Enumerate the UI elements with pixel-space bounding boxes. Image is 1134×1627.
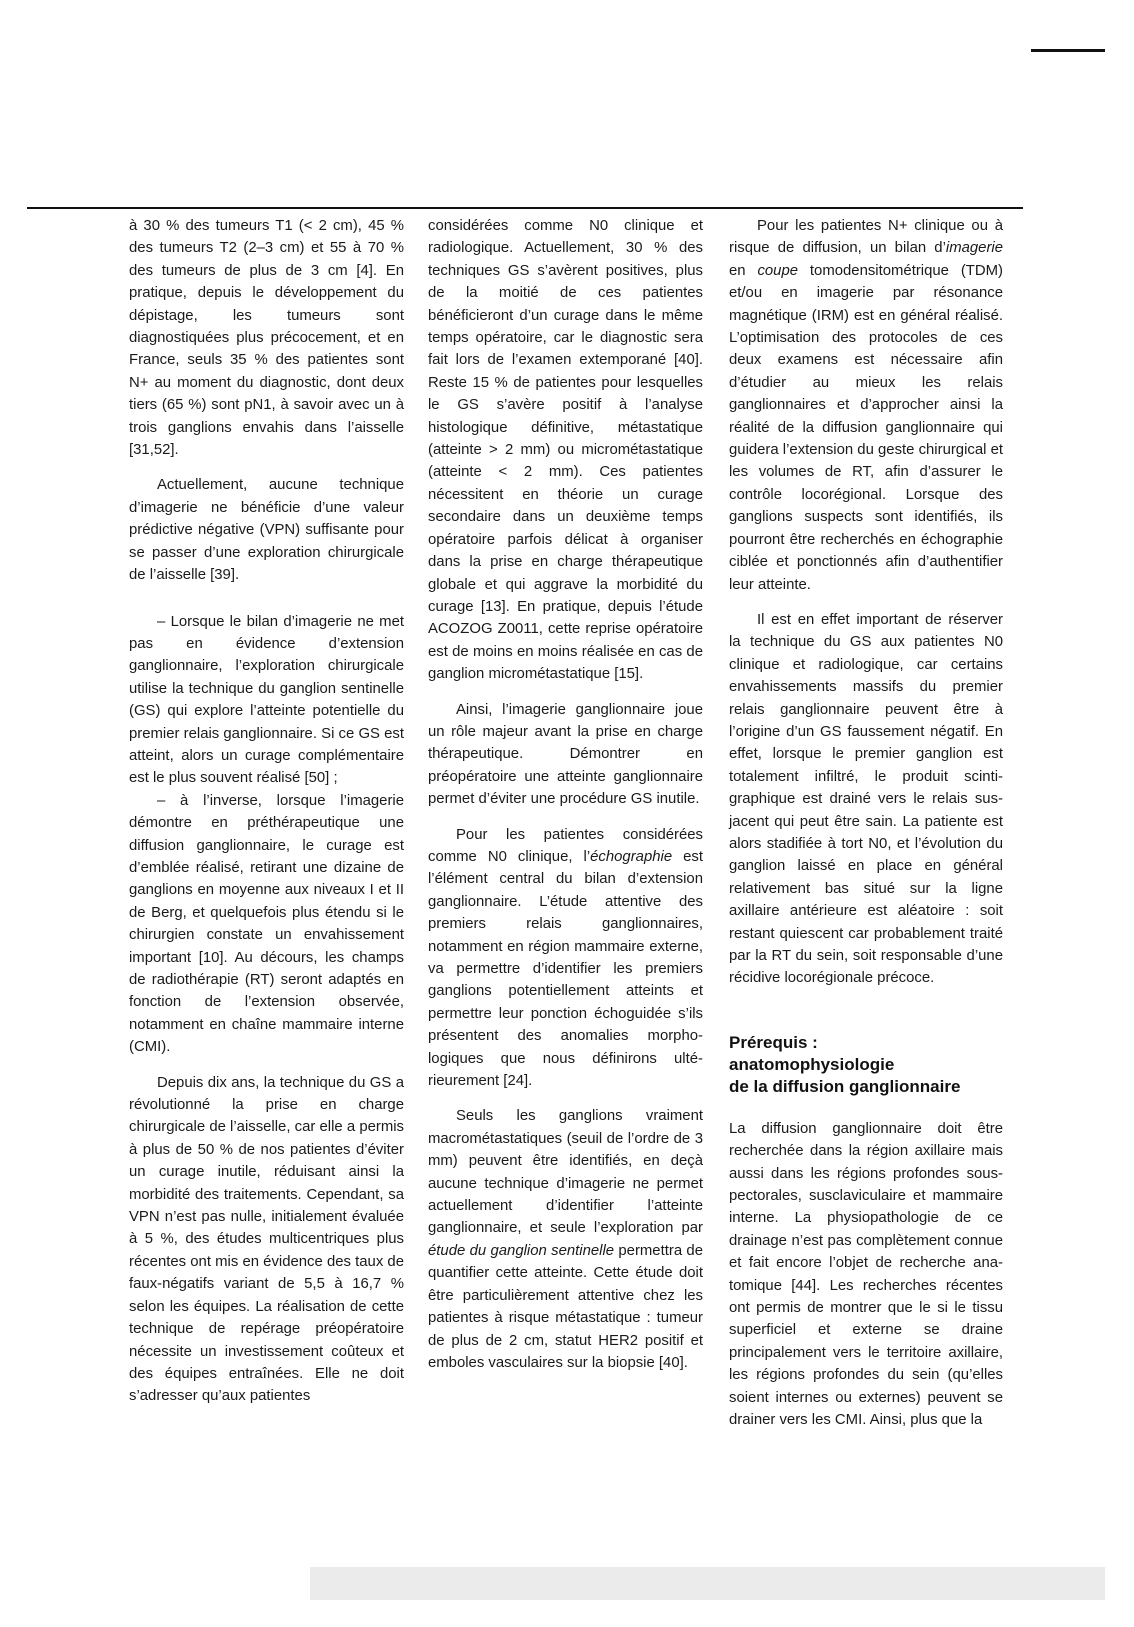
paragraph: Ainsi, l’imagerie ganglionnaire joue un rôle majeur avant la prise en charge thérapeutique. Démontrer en préopératoire une atteinte ganglionnaire permet d’éviter une procédure GS inutile. xyxy=(428,701,703,808)
text-column-2 xyxy=(428,215,703,1374)
text-run: Pour les patientes considérées comme N0 clinique, l’ xyxy=(428,826,703,865)
paragraph xyxy=(428,824,703,1093)
section-heading xyxy=(729,1032,1003,1098)
heading-line: Prérequis : xyxy=(729,1032,818,1052)
text-run: Seuls les ganglions vraiment macrométastatiques (seuil de l’ordre de 3 mm) peuvent être identifiés, en deçà aucune technique d’imagerie ne permet actuellement d’identifier l’atteinte ganglionnaire, et seule l’exploration par xyxy=(428,1108,703,1237)
text-run: permettra de quantifier cette atteinte. Cette étude doit être particulièrement attentive chez les patientes à risque métastatique : tumeur de plus de 2 cm, statut HER2 positif et emboles vasculaires sur la biopsie [40]. xyxy=(428,1242,703,1371)
heading-line: anatomophysiologie xyxy=(729,1054,895,1074)
text-column-3 xyxy=(729,215,1003,1432)
paragraph: La diffusion ganglionnaire doit être recherchée dans la région axillaire mais aussi dans les régions profondes sous-pectorales, susclaviculaire et mammaire interne. La physiopathologie de ce drainage n’est pas complètement connue et fait encore l’objet de recherche anatomique [44]. Les recherches récentes ont permis de montrer que le si le tissu superficiel et externe se draine principalement vers le territoire axillaire, les régions profondes du sein (qu’elles soient internes ou externes) peuvent se drainer vers les CMI. Ainsi, plus que la xyxy=(729,1120,1003,1429)
paragraph: à 30 % des tumeurs T1 (< 2 cm), 45 % des tumeurs T2 (2–3 cm) et 55 à 70 % des tumeurs de plus de 3 cm [4]. En pratique, depuis le développement du dépistage, les tumeurs sont diagnostiquées plus précocement, et en France, seuls 35 % des patientes sont N+ au moment du diagnostic, dont deux tiers (65 %) sont pN1, à savoir avec un à trois ganglions envahis dans l’aisselle [31,52]. xyxy=(129,218,404,459)
text-run: Pour les patientes N+ clinique ou à risque de diffusion, un bilan d’ xyxy=(729,218,1003,257)
emphasis-text: échographie xyxy=(590,848,673,865)
footer-bar xyxy=(310,1567,1105,1600)
text-run: en xyxy=(729,262,758,279)
paragraph: Actuellement, aucune technique d’imagerie ne bénéficie d’une valeur prédictive négative (VPN) suffisante pour se passer d’une exploration chirurgicale de l’aisselle [39]. xyxy=(129,477,404,584)
header-rule xyxy=(27,207,1023,209)
text-run: tomodensitométrique (TDM) et/ou en imagerie par résonance magnétique (IRM) est en général réalisé. L’optimisation des protocoles de ces deux examens est nécessaire afin d’étudier au mieux les relais ganglionnaires et d’approcher ainsi la réalité de la diffusion ganglionnaire qui guidera l’extension du geste chirurgical et les volumes de RT, afin d’assurer le contrôle locorégional. Lorsque des ganglions suspects sont identifiés, ils pourront être recherchés en échographie ciblée et ponctionnés afin d’authentifier leur atteinte. xyxy=(729,262,1004,593)
header-rule-short xyxy=(1031,49,1105,52)
paragraph: Depuis dix ans, la technique du GS a révolutionné la prise en charge chirurgicale de l’aisselle, car elle a permis à plus de 50 % de nos patientes d’éviter un curage inutile, réduisant ainsi la morbidité des traitements. Cependant, sa VPN n’est pas nulle, initialement évaluée à 5 %, des études multicentriques plus récentes ont mis en évidence des taux de faux-négatifs variant de 5,5 à 16,7 % selon les équipes. La réalisation de cette technique de repérage préopératoire nécessite un investissement coûteux et des équipes entraînées. Elle ne doit s’adresser qu’aux patientes xyxy=(129,1074,404,1405)
paragraph xyxy=(729,215,1003,596)
list-item: – Lorsque le bilan d’imagerie ne met pas en évidence d’extension ganglionnaire, l’exploration chirurgicale utilise la technique du ganglion sentinelle (GS) qui explore l’atteinte potentielle du premier relais ganglionnaire. Si ce GS est atteint, alors un curage complémentaire est le plus souvent réalisé [50] ; xyxy=(129,613,404,787)
emphasis-text: étude du ganglion sentinelle xyxy=(428,1242,615,1259)
paragraph: Il est en effet important de réserver la technique du GS aux patientes N0 clinique et radiologique, car certains envahissements massifs du premier relais ganglionnaire peuvent être à l’origine d’un GS faussement négatif. En effet, lorsque le premier ganglion est totalement infiltré, le produit scintigraphique est drainé vers le relais sus-jacent qui peut être sain. La patiente est alors stadifiée à tort N0, et l’évolution du ganglion laissé en place en général relativement bas situé sur la ligne axillaire antérieure est aléatoire : soit restant quiescent car probablement traité par la RT du sein, soit responsable d’une récidive locorégionale précoce. xyxy=(729,611,1003,987)
text-column-1 xyxy=(129,215,404,1408)
list-item: – à l’inverse, lorsque l’imagerie démontre en préthérapeutique une diffusion ganglionnaire, le curage est d’emblée réalisé, retirant une dizaine de ganglions en moyenne aux niveaux I et II de Berg, et quelquefois plus étendu si le chirurgien constate un envahissement important [10]. Au décours, les champs de radiothérapie (RT) seront adaptés en fonction de l’extension observée, notamment en chaîne mammaire interne (CMI). xyxy=(129,792,404,1056)
paragraph: considérées comme N0 clinique et radiologique. Actuellement, 30 % des techniques GS s’avèrent positives, plus de la moitié de ces patientes bénéficieront d’un curage dans le même temps opératoire, car le diagnostic sera fait lors de l’examen extemporané [40]. Reste 15 % de patientes pour lesquelles le GS s’avère positif à l’analyse histologique définitive, métastatique (atteinte > 2 mm) ou micrométastatique (atteinte < 2 mm). Ces patientes nécessitent en théorie un curage secondaire dans un deuxième temps opératoire parfois délicat à organiser dans la prise en charge thérapeutique globale et qui aggrave la morbidité du curage [13]. En pratique, depuis l’étude ACOZOG Z0011, cette reprise opératoire est de moins en moins réalisée en cas de ganglion micrométastatique [15]. xyxy=(428,218,703,683)
emphasis-text: imagerie xyxy=(945,240,1003,257)
paragraph xyxy=(428,1105,703,1374)
emphasis-text: coupe xyxy=(757,262,799,279)
text-run: est l’élément central du bilan d’extension ganglionnaire. L’étude attentive des premiers relais ganglionnaires, notamment en région mammaire externe, va permettre d’identifier les premiers ganglions potentiellement atteints et permettre leur ponction échoguidée s’ils présentent des anomalies morphologiques que nous définirons ultérieurement [24]. xyxy=(428,848,703,1090)
heading-line: de la diffusion ganglionnaire xyxy=(729,1076,961,1096)
